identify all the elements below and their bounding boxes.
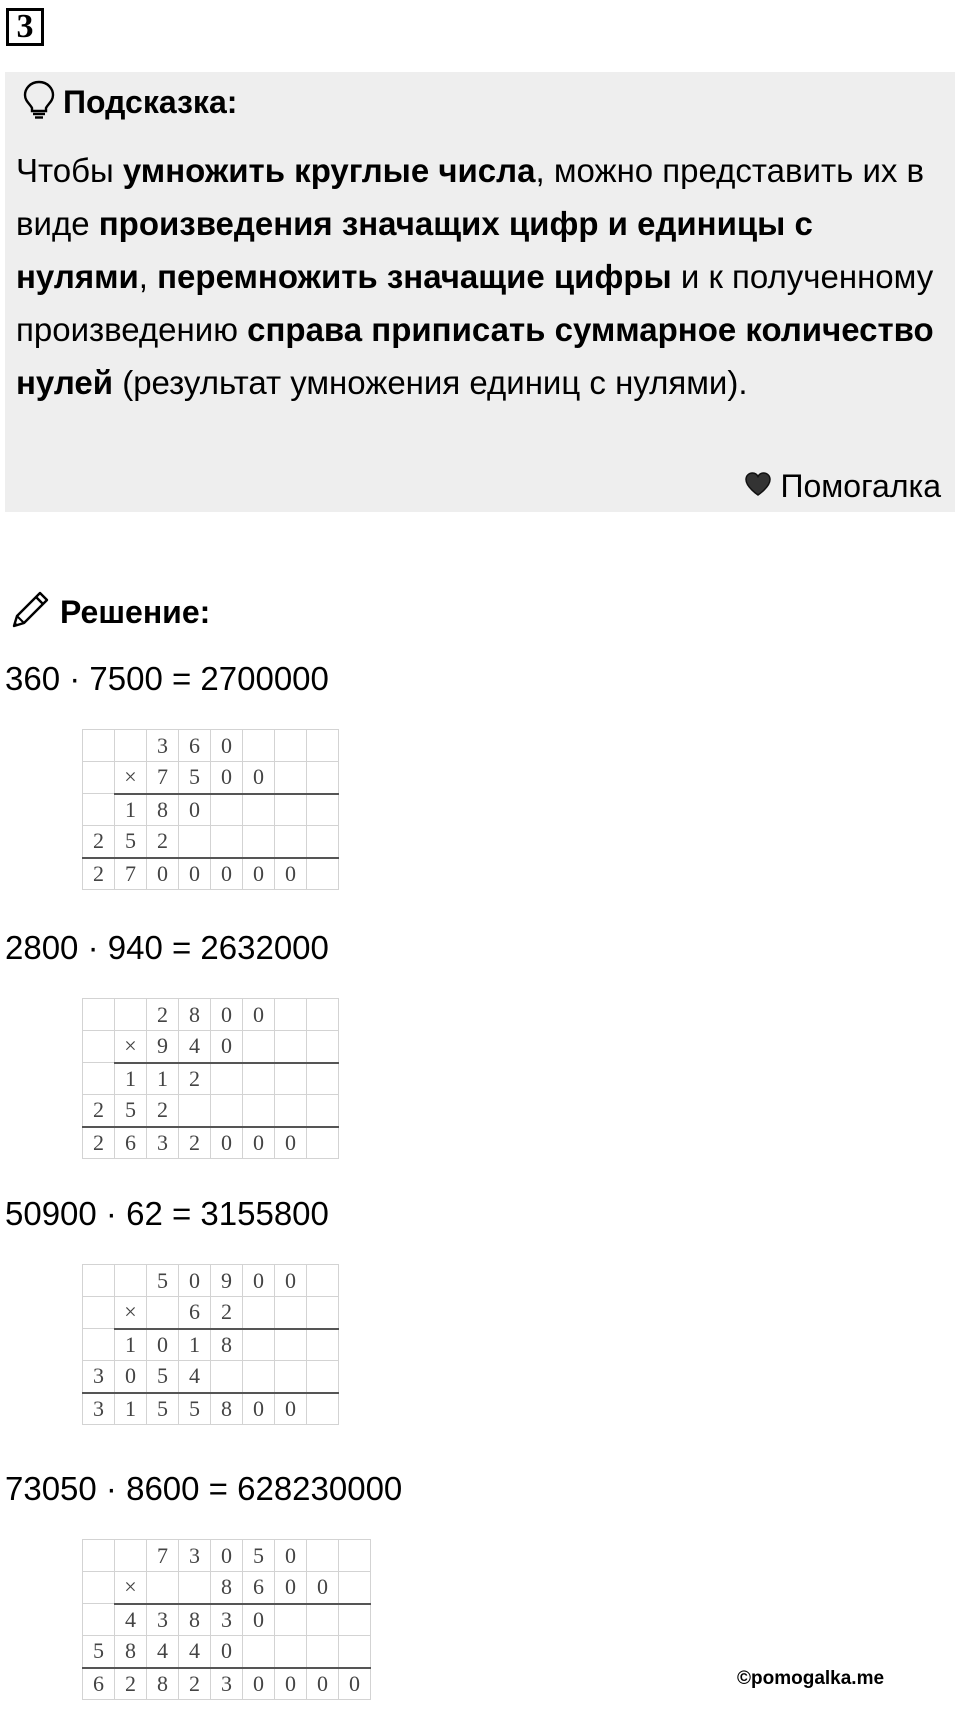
grid-cell: 2 [147,826,179,858]
grid-cell: 5 [147,1393,179,1425]
grid-cell: 0 [243,1393,275,1425]
grid-cell [275,999,307,1031]
grid-cell [275,1636,307,1668]
grid-cell [83,1540,115,1572]
hint-segment: Чтобы [16,152,123,189]
grid-cell: 5 [179,1393,211,1425]
brand-label [744,468,941,505]
grid-cell [83,1329,115,1361]
grid-cell: 0 [275,1668,307,1700]
grid-cell [307,999,339,1031]
grid-cell [83,1604,115,1636]
grid-cell [307,1361,339,1393]
grid-cell: 8 [179,1604,211,1636]
grid-cell [307,1540,339,1572]
multiplication-grid [82,729,339,890]
grid-cell: 3 [147,730,179,762]
equation: 2800 · 940 = 2632000 [5,929,329,966]
lightbulb-icon [23,80,55,125]
grid-cell: 2 [83,858,115,890]
multiply-sign: × [115,1297,147,1329]
grid-cell [307,1031,339,1063]
multiply-sign: × [115,1572,147,1604]
grid-cell: 3 [147,1127,179,1159]
grid-cell [243,1063,275,1095]
grid-cell [179,1572,211,1604]
grid-cell: 9 [211,1265,243,1297]
grid-cell: 3 [147,1604,179,1636]
grid-cell [275,1063,307,1095]
grid-cell: 1 [115,794,147,826]
grid-cell: 3 [83,1361,115,1393]
grid-cell [83,1063,115,1095]
grid-cell: 0 [179,1265,211,1297]
grid-cell: 0 [307,1572,339,1604]
grid-cell [307,826,339,858]
hint-segment-bold: произведения значащих цифр и единицы с нулями [16,205,813,295]
grid-cell [83,730,115,762]
grid-cell [275,730,307,762]
grid-cell: 0 [243,1127,275,1159]
multiplication-grid [82,1539,371,1700]
grid-cell [307,858,339,890]
grid-cell [243,1636,275,1668]
grid-cell: 4 [179,1031,211,1063]
grid-cell [83,794,115,826]
grid-cell: 0 [275,1265,307,1297]
grid-cell: 5 [147,1265,179,1297]
grid-cell: 2 [179,1668,211,1700]
multiplication-grid [82,1264,339,1425]
grid-cell: 8 [115,1636,147,1668]
grid-cell: 8 [211,1329,243,1361]
grid-cell [211,1361,243,1393]
grid-cell [339,1572,371,1604]
grid-cell [339,1636,371,1668]
grid-row [83,730,339,762]
grid-cell: 5 [147,1361,179,1393]
grid-cell: 0 [243,858,275,890]
grid-cell [211,826,243,858]
grid-cell: 0 [243,1265,275,1297]
grid-cell: 0 [115,1361,147,1393]
hint-box [5,72,955,512]
grid-row [83,858,339,890]
grid-row [83,1572,371,1604]
grid-cell [307,1604,339,1636]
grid-cell: 5 [115,1095,147,1127]
grid-cell: 0 [211,1636,243,1668]
task-number: 3 [6,8,44,46]
grid-cell: 0 [339,1668,371,1700]
grid-cell: 4 [179,1636,211,1668]
grid-row [83,1095,339,1127]
copyright-footer: ©pomogalka.me [737,1668,885,1689]
grid-row [83,1031,339,1063]
grid-cell: 0 [275,858,307,890]
grid-cell: 8 [211,1572,243,1604]
grid-cell [211,794,243,826]
grid-cell [115,1265,147,1297]
grid-cell: 3 [211,1668,243,1700]
grid-cell: 3 [179,1540,211,1572]
grid-cell: 0 [243,762,275,794]
grid-cell: 0 [211,1031,243,1063]
grid-cell: 7 [147,762,179,794]
hint-segment-bold: справа приписать суммарное количество нулей [16,311,934,401]
grid-cell: 2 [115,1668,147,1700]
grid-cell [307,1297,339,1329]
grid-cell [307,1329,339,1361]
grid-cell: 8 [179,999,211,1031]
equation: 50900 · 62 = 3155800 [5,1195,329,1232]
heart-icon [744,468,772,505]
grid-cell: 0 [147,1329,179,1361]
grid-cell: 0 [211,858,243,890]
grid-cell: 8 [147,794,179,826]
grid-cell [179,826,211,858]
grid-cell [275,1329,307,1361]
grid-cell [147,1572,179,1604]
grid-cell: 3 [211,1604,243,1636]
hint-segment: и к полученному произведению [16,258,934,348]
grid-cell: 7 [115,858,147,890]
multiply-sign: × [115,1031,147,1063]
grid-cell [179,1095,211,1127]
solution-title [8,588,210,637]
grid-cell: 0 [147,858,179,890]
hint-segment: , можно представить их в виде [16,152,925,242]
brand-text: Помогалка [780,468,941,504]
grid-cell: 0 [275,1127,307,1159]
grid-cell: 0 [243,1604,275,1636]
grid-cell [275,826,307,858]
grid-cell [115,730,147,762]
grid-cell: 5 [115,826,147,858]
grid-cell [243,1031,275,1063]
grid-cell [83,1031,115,1063]
grid-cell [307,794,339,826]
grid-cell: 2 [83,1095,115,1127]
grid-cell [243,1095,275,1127]
grid-cell [275,1095,307,1127]
grid-row [83,1265,339,1297]
grid-row [83,762,339,794]
grid-cell: 4 [115,1604,147,1636]
equation: 73050 · 8600 = 628230000 [5,1470,403,1507]
solution-title-text: Решение: [60,594,211,630]
grid-cell: 2 [147,1095,179,1127]
grid-cell [211,1063,243,1095]
grid-cell: 6 [115,1127,147,1159]
grid-cell: 8 [147,1668,179,1700]
grid-cell [243,1297,275,1329]
grid-cell [243,1329,275,1361]
grid-cell: 0 [307,1668,339,1700]
grid-cell [243,794,275,826]
grid-cell [275,1297,307,1329]
grid-cell [147,1297,179,1329]
grid-cell: 0 [275,1393,307,1425]
grid-cell [307,730,339,762]
grid-cell: 2 [179,1127,211,1159]
grid-cell [307,1095,339,1127]
multiplication-grid [82,998,339,1159]
grid-cell: 6 [179,730,211,762]
grid-row [83,1668,371,1700]
grid-cell [243,826,275,858]
grid-cell: 1 [115,1329,147,1361]
grid-cell: 2 [211,1297,243,1329]
grid-cell: 0 [275,1572,307,1604]
grid-cell [307,1636,339,1668]
grid-cell: 0 [211,999,243,1031]
grid-cell: 3 [83,1393,115,1425]
grid-cell [83,1297,115,1329]
grid-cell [115,1540,147,1572]
grid-cell: 2 [179,1063,211,1095]
grid-cell: 6 [179,1297,211,1329]
grid-cell: 2 [147,999,179,1031]
grid-row [83,794,339,826]
grid-cell [275,1361,307,1393]
grid-cell: 1 [179,1329,211,1361]
grid-cell [243,730,275,762]
grid-cell [275,1604,307,1636]
grid-cell: 1 [115,1063,147,1095]
grid-cell [307,1393,339,1425]
grid-row [83,1393,339,1425]
grid-cell [339,1604,371,1636]
grid-cell [307,1127,339,1159]
pencil-icon [8,588,52,637]
grid-row [83,1329,339,1361]
grid-cell: 5 [83,1636,115,1668]
grid-cell [307,1063,339,1095]
grid-cell: 0 [243,999,275,1031]
grid-cell: 2 [83,826,115,858]
grid-cell: 0 [179,794,211,826]
hint-title [23,80,237,125]
hint-text [16,144,941,409]
hint-title-text: Подсказка: [63,84,238,120]
grid-cell [83,1265,115,1297]
grid-cell [83,1572,115,1604]
grid-cell: 0 [179,858,211,890]
grid-row [83,1127,339,1159]
grid-cell: 8 [211,1393,243,1425]
grid-cell: 4 [147,1636,179,1668]
grid-cell [83,999,115,1031]
grid-cell [275,794,307,826]
grid-cell: 1 [147,1063,179,1095]
grid-cell: 0 [211,1127,243,1159]
grid-cell [211,1095,243,1127]
grid-row [83,1297,339,1329]
grid-cell: 0 [211,1540,243,1572]
grid-cell: 0 [211,730,243,762]
grid-cell [339,1540,371,1572]
equation: 360 · 7500 = 2700000 [5,660,329,697]
grid-cell: 6 [83,1668,115,1700]
grid-cell: 5 [179,762,211,794]
grid-row [83,1361,339,1393]
multiply-sign: × [115,762,147,794]
grid-cell [243,1361,275,1393]
grid-row [83,1604,371,1636]
hint-segment-bold: перемножить значащие цифры [157,258,672,295]
grid-cell: 7 [147,1540,179,1572]
grid-cell [83,762,115,794]
grid-cell [115,999,147,1031]
grid-cell [307,1265,339,1297]
grid-cell: 1 [115,1393,147,1425]
hint-segment-bold: умножить круглые числа [122,152,536,189]
grid-row [83,999,339,1031]
grid-row [83,1540,371,1572]
grid-cell: 9 [147,1031,179,1063]
grid-cell: 6 [243,1572,275,1604]
grid-cell [275,762,307,794]
hint-segment: (результат умножения единиц с нулями). [113,364,748,401]
hint-segment: , [138,258,158,295]
grid-cell: 5 [243,1540,275,1572]
grid-row [83,1636,371,1668]
grid-cell [275,1031,307,1063]
grid-cell: 0 [275,1540,307,1572]
grid-cell [307,762,339,794]
grid-row [83,826,339,858]
grid-cell: 4 [179,1361,211,1393]
grid-cell: 2 [83,1127,115,1159]
grid-cell: 0 [211,762,243,794]
grid-row [83,1063,339,1095]
grid-cell: 0 [243,1668,275,1700]
